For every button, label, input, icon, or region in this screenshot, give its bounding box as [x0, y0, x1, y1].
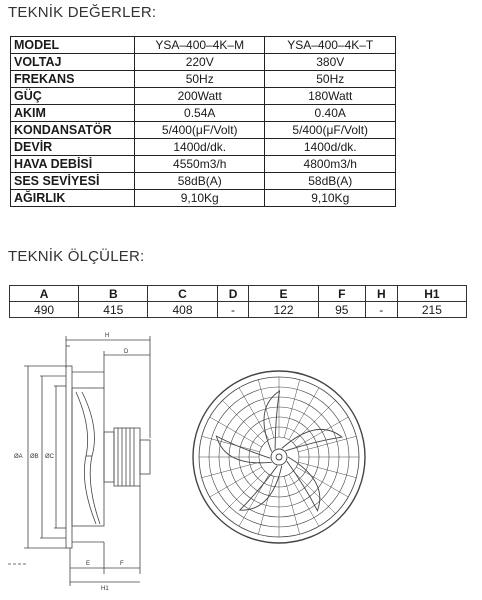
label-dia-b: ØB — [30, 454, 39, 460]
spec-row — [11, 190, 396, 207]
spec-value-m: 200Watt — [134, 88, 265, 105]
technical-dimensions-table — [9, 285, 467, 318]
spec-label: SES SEVİYESİ — [11, 173, 135, 190]
fan-front-view-drawing — [190, 368, 370, 548]
spec-row — [11, 37, 396, 54]
spec-label: AĞIRLIK — [11, 190, 135, 207]
spec-label: AKIM — [11, 105, 135, 122]
dimension-value: 122 — [249, 302, 318, 318]
spec-value-m: 9,10Kg — [134, 190, 265, 207]
spec-value-m: 5/400(μF/Volt) — [134, 122, 265, 139]
spec-label: FREKANS — [11, 71, 135, 88]
spec-value-m: 0.54A — [134, 105, 265, 122]
spec-row — [11, 54, 396, 71]
spec-row — [11, 88, 396, 105]
label-dia-a: ØA — [14, 454, 23, 460]
fan-side-view-drawing — [0, 328, 190, 600]
spec-value-m: 58dB(A) — [134, 173, 265, 190]
spec-value-m: 220V — [134, 54, 265, 71]
spec-value-t: 9,10Kg — [265, 190, 396, 207]
label-f: F — [120, 561, 124, 567]
dimension-header: H1 — [397, 286, 466, 302]
technical-values-title: TEKNİK DEĞERLER: — [8, 4, 157, 21]
spec-value-t: 58dB(A) — [265, 173, 396, 190]
spec-value-t: 180Watt — [265, 88, 396, 105]
technical-dimensions-title: TEKNİK ÖLÇÜLER: — [8, 248, 145, 265]
spec-value-t: 380V — [265, 54, 396, 71]
spec-value-m: 4550m3/h — [134, 156, 265, 173]
spec-value-m: 50Hz — [134, 71, 265, 88]
spec-row — [11, 105, 396, 122]
spec-label: DEVİR — [11, 139, 135, 156]
dimension-value: 490 — [10, 302, 79, 318]
spec-value-t: 4800m3/h — [265, 156, 396, 173]
dimension-value: - — [365, 302, 397, 318]
dimension-header: A — [10, 286, 79, 302]
dimension-header: H — [365, 286, 397, 302]
spec-value-m: 1400d/dk. — [134, 139, 265, 156]
dimension-value: - — [217, 302, 249, 318]
label-h: H — [105, 333, 110, 339]
label-h1: H1 — [101, 586, 109, 592]
dimension-header: F — [318, 286, 365, 302]
spec-value-t: 5/400(μF/Volt) — [265, 122, 396, 139]
spec-label: MODEL — [11, 37, 135, 54]
spec-row — [11, 173, 396, 190]
spec-value-t: 0.40A — [265, 105, 396, 122]
dimension-value: 95 — [318, 302, 365, 318]
spec-label: HAVA DEBİSİ — [11, 156, 135, 173]
dimension-header: D — [217, 286, 249, 302]
dimensions-value-row — [10, 302, 467, 318]
dimension-header: C — [148, 286, 217, 302]
dimension-value: 415 — [79, 302, 148, 318]
dimension-value: 215 — [397, 302, 466, 318]
dimensions-header-row — [10, 286, 467, 302]
spec-value-m: YSA–400–4K–M — [134, 37, 265, 54]
spec-row — [11, 156, 396, 173]
label-e: E — [86, 561, 91, 567]
label-d: D — [124, 349, 129, 355]
spec-label: KONDANSATÖR — [11, 122, 135, 139]
label-dia-c: ØC — [45, 454, 54, 460]
technical-values-table — [10, 36, 396, 207]
spec-label: VOLTAJ — [11, 54, 135, 71]
spec-row — [11, 139, 396, 156]
dimension-header: B — [79, 286, 148, 302]
dimension-value: 408 — [148, 302, 217, 318]
spec-value-t: 50Hz — [265, 71, 396, 88]
spec-row — [11, 71, 396, 88]
spec-label: GÜÇ — [11, 88, 135, 105]
dimension-header: E — [249, 286, 318, 302]
spec-value-t: YSA–400–4K–T — [265, 37, 396, 54]
spec-value-t: 1400d/dk. — [265, 139, 396, 156]
spec-row — [11, 122, 396, 139]
